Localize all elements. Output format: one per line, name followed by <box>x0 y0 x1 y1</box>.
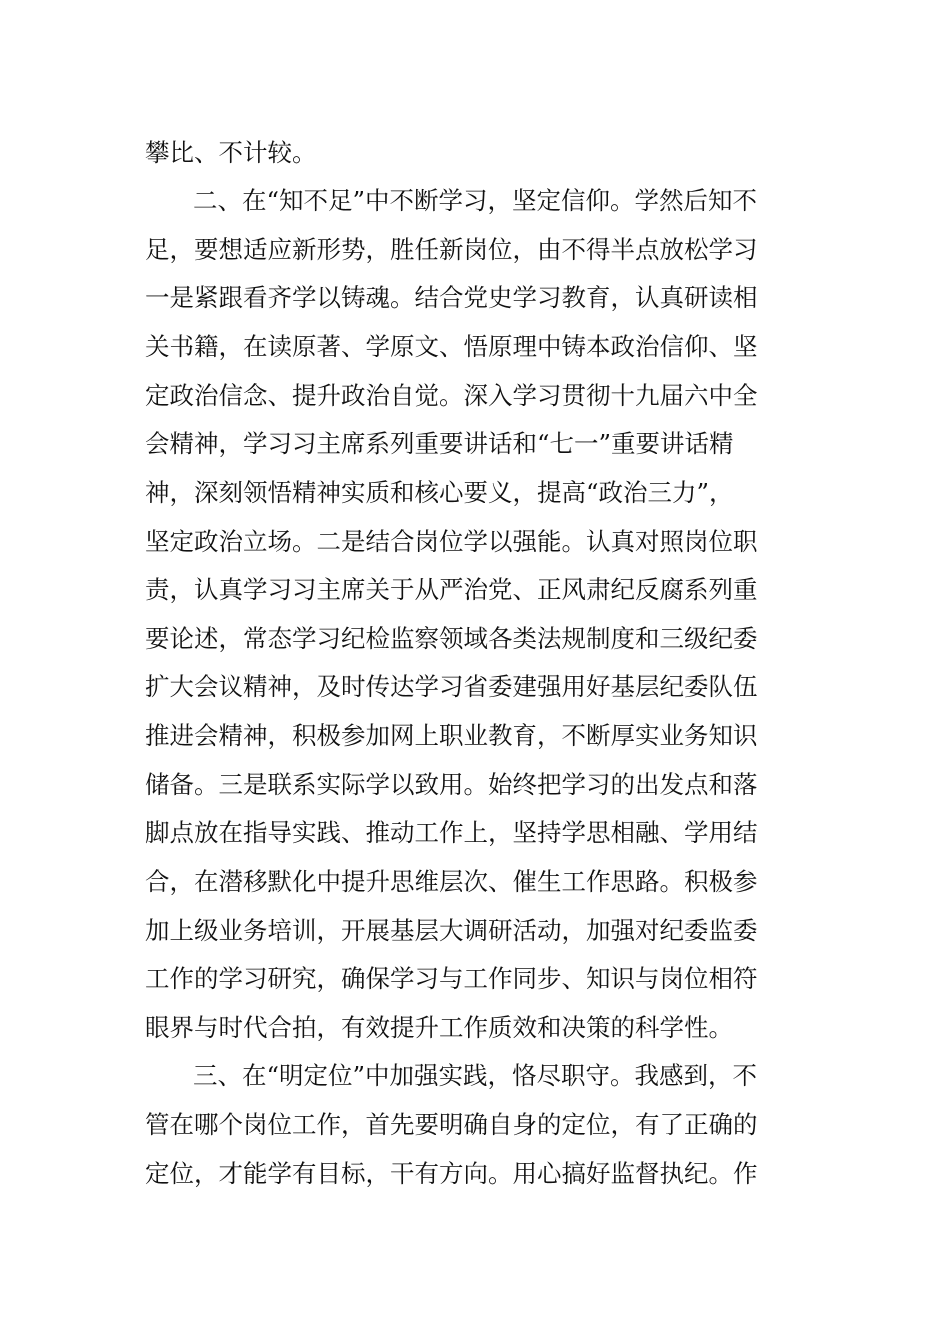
text-line: 要论述，常态学习纪检监察领域各类法规制度和三级纪委 <box>145 624 758 653</box>
text-line: 定政治信念、提升政治自觉。深入学习贯彻十九届六中全 <box>145 381 758 410</box>
text-line: 管在哪个岗位工作，首先要明确自身的定位，有了正确的 <box>145 1110 758 1139</box>
text-line: 责，认真学习习主席关于从严治党、正风肃纪反腐系列重 <box>145 575 758 604</box>
text-line: 坚定政治立场。二是结合岗位学以强能。认真对照岗位职 <box>145 527 758 556</box>
text-line: 神，深刻领悟精神实质和核心要义，提高“政治三力”， <box>145 478 734 507</box>
text-line: 扩大会议精神，及时传达学习省委建强用好基层纪委队伍 <box>145 672 758 701</box>
text-line: 眼界与时代合拍，有效提升工作质效和决策的科学性。 <box>145 1013 733 1042</box>
text-line: 推进会精神，积极参加网上职业教育，不断厚实业务知识 <box>145 721 758 750</box>
paragraph-first-line: 二、在“知不足”中不断学习，坚定信仰。学然后知不 <box>193 186 758 215</box>
text-line: 足，要想适应新形势，胜任新岗位，由不得半点放松学习 <box>145 235 758 264</box>
text-line: 会精神，学习习主席系列重要讲话和“七一”重要讲话精 <box>145 429 734 458</box>
paragraph-first-line: 三、在“明定位”中加强实践，恪尽职守。我感到，不 <box>193 1061 758 1090</box>
text-line: 定位，才能学有目标，干有方向。用心搞好监督执纪。作 <box>145 1159 758 1188</box>
text-line: 合，在潜移默化中提升思维层次、催生工作思路。积极参 <box>145 867 758 896</box>
text-line: 储备。三是联系实际学以致用。始终把学习的出发点和落 <box>145 770 758 799</box>
text-line: 一是紧跟看齐学以铸魂。结合党史学习教育，认真研读相 <box>145 283 758 312</box>
text-line: 攀比、不计较。 <box>145 138 317 167</box>
text-line: 关书籍，在读原著、学原文、悟原理中铸本政治信仰、坚 <box>145 332 758 361</box>
text-line: 脚点放在指导实践、推动工作上，坚持学思相融、学用结 <box>145 818 758 847</box>
text-line: 加上级业务培训，开展基层大调研活动，加强对纪委监委 <box>145 916 758 945</box>
text-line: 工作的学习研究，确保学习与工作同步、知识与岗位相符 <box>145 964 758 993</box>
